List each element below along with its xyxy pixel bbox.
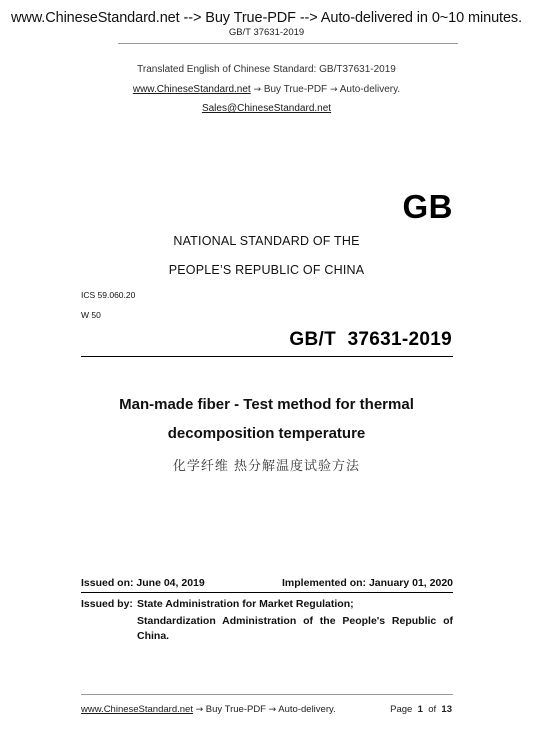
- dates-divider: [81, 592, 453, 593]
- right-arrow-icon: →: [268, 705, 277, 715]
- title-line1: Man-made fiber - Test method for thermal: [119, 396, 414, 413]
- footer-divider: [81, 694, 453, 695]
- issued-date: Issued on: June 04, 2019: [81, 577, 205, 589]
- gb-logo: GB: [402, 188, 453, 225]
- title-chinese: 化学纤维 热分解温度试验方法: [172, 459, 361, 474]
- footer-auto-text: Auto-delivery.: [278, 704, 336, 715]
- implemented-date: Implemented on: January 01, 2020: [282, 577, 453, 589]
- header-divider: [118, 43, 458, 44]
- page-label: Page: [390, 704, 413, 715]
- right-arrow-icon: →: [329, 85, 338, 95]
- national-standard-line1: NATIONAL STANDARD OF THE: [173, 234, 360, 248]
- page-current: 1: [417, 704, 423, 715]
- issued-by-label: Issued by:: [81, 598, 133, 610]
- footer-buy-text: Buy True-PDF: [205, 704, 266, 715]
- header-banner[interactable]: www.ChineseStandard.net --> Buy True-PDF --> Auto-delivered in 0~10 minutes.: [10, 10, 523, 26]
- issuer-org2-line1: Standardization Administration of the People's Republic of: [137, 615, 453, 627]
- intro-buy-text: Buy True-PDF: [263, 84, 328, 95]
- email-line: [0, 103, 533, 114]
- issuer-org1: State Administration for Market Regulation;: [137, 598, 354, 610]
- header-doc-id: GB/T 37631-2019: [228, 27, 305, 38]
- national-standard-line2: PEOPLE’S REPUBLIC OF CHINA: [168, 263, 365, 277]
- email-link[interactable]: Sales@ChineseStandard.net: [201, 103, 332, 114]
- title-line2: decomposition temperature: [167, 425, 366, 442]
- intro-site-link[interactable]: www.ChineseStandard.net: [132, 84, 251, 95]
- class-code: W 50: [81, 310, 101, 320]
- right-arrow-icon: →: [253, 85, 262, 95]
- ics-code: ICS 59.060.20: [81, 290, 136, 300]
- issuer-org2-line2: China.: [137, 630, 170, 642]
- footer-site-link[interactable]: www.ChineseStandard.net: [81, 704, 193, 715]
- page-of: of: [428, 704, 437, 715]
- footer-links: [81, 704, 336, 715]
- right-arrow-icon: →: [195, 705, 204, 715]
- intro-link-line: [0, 84, 533, 95]
- intro-auto-text: Auto-delivery.: [339, 84, 401, 95]
- standard-number: GB/T 37631-2019: [289, 329, 452, 350]
- page-total: 13: [441, 704, 452, 715]
- standard-divider: [81, 356, 453, 357]
- translated-line: Translated English of Chinese Standard: GB/T37631-2019: [137, 64, 396, 75]
- page-indicator: [390, 704, 452, 715]
